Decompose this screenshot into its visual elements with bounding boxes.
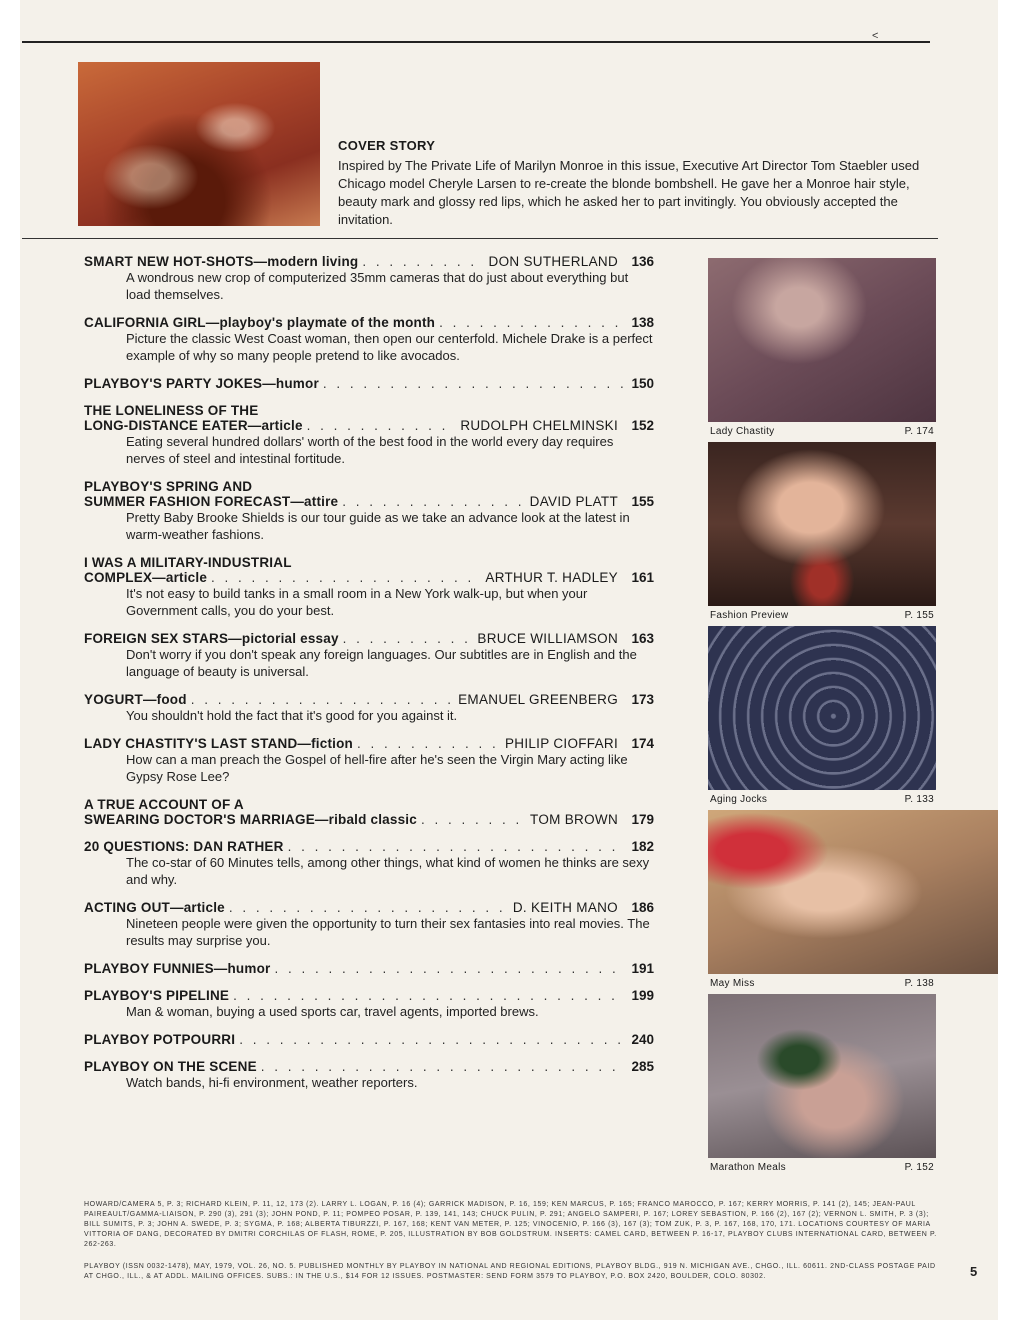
- toc-entry[interactable]: [84, 988, 654, 1020]
- entry-description: Eating several hundred dollars' worth of the best food in the world every day requires nerves of steel and intestinal fortitude.: [126, 434, 614, 466]
- entry-page: 174: [631, 736, 654, 751]
- leader-dots: [362, 254, 484, 269]
- caption-label: Lady Chastity: [710, 426, 775, 437]
- toc-entry[interactable]: [84, 254, 654, 303]
- entry-description: Watch bands, hi-fi environment, weather reporters.: [126, 1075, 418, 1090]
- entry-author: BRUCE WILLIAMSON: [477, 631, 618, 646]
- entry-description: Picture the classic West Coast woman, then open our centerfold. Michele Drake is a perfect example of why so many people pretend to like avocados.: [126, 331, 653, 363]
- toc-entry[interactable]: [84, 376, 654, 391]
- toc-entry[interactable]: [84, 315, 654, 364]
- toc-entry[interactable]: [84, 403, 654, 467]
- caption-page: P. 138: [904, 978, 934, 989]
- entry-title: LONG-DISTANCE EATER—article: [84, 418, 303, 433]
- thumbnail-caption: [708, 1162, 936, 1173]
- leader-dots: [323, 376, 624, 391]
- leader-dots: [211, 570, 481, 585]
- caption-label: Aging Jocks: [710, 794, 768, 805]
- entry-title: LADY CHASTITY'S LAST STAND—fiction: [84, 736, 354, 751]
- entry-title-line1: A TRUE ACCOUNT OF A: [84, 797, 244, 812]
- magazine-page: [20, 0, 998, 1320]
- entry-title: PLAYBOY ON THE SCENE: [84, 1059, 257, 1074]
- toc-entry[interactable]: [84, 1059, 654, 1091]
- thumbnail-caption: [708, 978, 936, 989]
- cover-photo: [78, 62, 320, 226]
- thumbnail-caption: [708, 426, 936, 437]
- entry-title-line1: PLAYBOY'S SPRING AND: [84, 479, 253, 494]
- entry-title: FOREIGN SEX STARS—pictorial essay: [84, 631, 339, 646]
- corner-mark: <: [872, 30, 879, 42]
- entry-author: EMANUEL GREENBERG: [458, 692, 618, 707]
- entry-description: The co-star of 60 Minutes tells, among other things, what kind of women he thinks are sexy and why.: [126, 855, 650, 887]
- leader-dots: [439, 315, 624, 330]
- photo-sidebar: [708, 258, 936, 1178]
- entry-author: D. KEITH MANO: [512, 900, 618, 915]
- caption-page: P. 174: [904, 426, 934, 437]
- thumbnail-marathon-meals[interactable]: [708, 994, 936, 1158]
- entry-title: SUMMER FASHION FORECAST—attire: [84, 494, 339, 509]
- leader-dots: [342, 494, 525, 509]
- entry-title: 20 QUESTIONS: DAN RATHER: [84, 839, 284, 854]
- entry-page: 163: [631, 631, 654, 646]
- entry-title: SWEARING DOCTOR'S MARRIAGE—ribald classic: [84, 812, 417, 827]
- entry-author: ARTHUR T. HADLEY: [485, 570, 618, 585]
- thumbnail-fashion-preview[interactable]: [708, 442, 936, 606]
- thumbnail-may-miss[interactable]: [708, 810, 998, 974]
- leader-dots: [421, 812, 526, 827]
- toc-entry[interactable]: [84, 839, 654, 888]
- entry-page: 182: [631, 839, 654, 854]
- leader-dots: [229, 900, 509, 915]
- entry-title: CALIFORNIA GIRL—playboy's playmate of the month: [84, 315, 436, 330]
- entry-page: 155: [631, 494, 654, 509]
- caption-page: P. 152: [904, 1162, 934, 1173]
- leader-dots: [233, 988, 624, 1003]
- cover-story-text: Inspired by The Private Life of Marilyn Monroe in this issue, Executive Art Director Tom Staebler used Chicago model Cheryle Larsen to re-create the blonde bombshell. He gave her a Monroe hair style, beauty mark and glossy red lips, which he asked her to part invitingly. You obviously accepted the invitation.: [338, 158, 920, 227]
- leader-dots: [343, 631, 474, 646]
- entry-author: PHILIP CIOFFARI: [504, 736, 618, 751]
- entry-title-line1: I WAS A MILITARY-INDUSTRIAL: [84, 555, 292, 570]
- entry-page: 285: [631, 1059, 654, 1074]
- entry-title: COMPLEX—article: [84, 570, 208, 585]
- caption-page: P. 133: [904, 794, 934, 805]
- entry-author: DON SUTHERLAND: [488, 254, 618, 269]
- entry-author: DAVID PLATT: [529, 494, 618, 509]
- entry-title: PLAYBOY FUNNIES—humor: [84, 961, 271, 976]
- leader-dots: [288, 839, 624, 854]
- caption-label: Fashion Preview: [710, 610, 789, 621]
- toc-entry[interactable]: [84, 961, 654, 976]
- entry-author: TOM BROWN: [530, 812, 618, 827]
- toc-entry[interactable]: [84, 631, 654, 680]
- entry-description: How can a man preach the Gospel of hell-fire after he's seen the Virgin Mary acting like Gypsy Rose Lee?: [126, 752, 628, 784]
- leader-dots: [191, 692, 454, 707]
- section-rule: [22, 238, 938, 239]
- entry-page: 186: [631, 900, 654, 915]
- photo-credits: HOWARD/CAMERA 5, P. 3; RICHARD KLEIN, P. 11, 12, 173 (2). LARRY L. LOGAN, P. 16 (4); GARRICK MADISON, P. 16, 159; KEN MARCUS, P. 165; FRANCO MAROCCO, P. 167; KERRY MORRIS, P. 141 (2), 145; JEAN-PAUL PAIREAULT/GAMMA-LIAISON, P. 290 (3), 291 (3); JOHN POND, P. 11; POMPEO POSAR, P. 139, 141, 143; CHUCK PULIN, P. 291; ANGELO SAMPERI, P. 167; LOREY SEBASTION, P. 166 (2), 167 (2); VERNON L. SMITH, P. 3 (3); BILL SUMITS, P. 3; JOHN A. SWEDE, P. 3; SYGMA, P. 168; ALBERTA TIBURZZI, P. 167, 168; KENT VAN METER, P. 125; VINOCENIO, P. 166 (3), 167 (3); TOM ZUK, P. 3, P. 167, 168, 170, 171. LOCATIONS COURTESY OF MARIA VITTORIA OF DANG, DECORATED BY DMITRI CORCHILAS OF FLASH, ROME, P. 205, ILLUSTRATION BY BOB GOLDSTRUM. INSERTS: CAMEL CARD, BETWEEN P. 16-17, PLAYBOY CLUBS INTERNATIONAL CARD, BETWEEN P. 262-263.: [84, 1201, 937, 1248]
- cover-story-heading: COVER STORY: [338, 138, 436, 153]
- caption-label: Marathon Meals: [710, 1162, 786, 1173]
- toc-entry[interactable]: [84, 900, 654, 949]
- entry-page: 136: [631, 254, 654, 269]
- entry-title: ACTING OUT—article: [84, 900, 225, 915]
- cover-story: [338, 138, 936, 229]
- entry-description: You shouldn't hold the fact that it's good for you against it.: [126, 708, 458, 723]
- toc-entry[interactable]: [84, 736, 654, 785]
- entry-page: 191: [631, 961, 654, 976]
- entry-page: 179: [631, 812, 654, 827]
- toc-entry[interactable]: [84, 797, 654, 827]
- leader-dots: [357, 736, 501, 751]
- entry-description: A wondrous new crop of computerized 35mm cameras that do just about everything but load themselves.: [126, 270, 629, 302]
- top-rule: [22, 41, 930, 43]
- entry-page: 161: [631, 570, 654, 585]
- entry-author: RUDOLPH CHELMINSKI: [460, 418, 618, 433]
- leader-dots: [307, 418, 457, 433]
- entry-page: 199: [631, 988, 654, 1003]
- thumbnail-caption: [708, 794, 936, 805]
- thumbnail-lady-chastity[interactable]: [708, 258, 936, 422]
- entry-page: 173: [631, 692, 654, 707]
- leader-dots: [239, 1032, 624, 1047]
- caption-page: P. 155: [904, 610, 934, 621]
- entry-description: Don't worry if you don't speak any foreign languages. Our subtitles are in English and the language of beauty is universal.: [126, 647, 637, 679]
- entry-description: It's not easy to build tanks in a small room in a New York walk-up, but when your Government calls, you do your best.: [126, 586, 588, 618]
- thumbnail-caption: [708, 610, 936, 621]
- entry-title: SMART NEW HOT-SHOTS—modern living: [84, 254, 359, 269]
- page-number: 5: [970, 1264, 978, 1279]
- caption-label: May Miss: [710, 978, 755, 989]
- entry-page: 152: [631, 418, 654, 433]
- publication-statement: PLAYBOY (ISSN 0032-1478), MAY, 1979, VOL. 26, NO. 5. PUBLISHED MONTHLY BY PLAYBOY IN NATIONAL AND REGIONAL EDITIONS, PLAYBOY BLDG., 919 N. MICHIGAN AVE., CHGO., ILL. 60611. 2ND-CLASS POSTAGE PAID AT CHGO., ILL., & AT ADDL. MAILING OFFICES. SUBS.: IN THE U.S., $14 FOR 12 ISSUES. POSTMASTER: SEND FORM 3579 TO PLAYBOY, P.O. BOX 2420, BOULDER, COLO. 80302.: [84, 1263, 936, 1280]
- leader-dots: [274, 961, 624, 976]
- entry-title: PLAYBOY POTPOURRI: [84, 1032, 236, 1047]
- entry-title: PLAYBOY'S PARTY JOKES—humor: [84, 376, 319, 391]
- toc-entry[interactable]: [84, 479, 654, 543]
- entry-title: PLAYBOY'S PIPELINE: [84, 988, 230, 1003]
- entry-description: Nineteen people were given the opportunity to turn their sex fantasies into real movies. The results may surprise you.: [126, 916, 650, 948]
- thumbnail-aging-jocks[interactable]: [708, 626, 936, 790]
- leader-dots: [261, 1059, 624, 1074]
- entry-title: YOGURT—food: [84, 692, 187, 707]
- entry-page: 240: [631, 1032, 654, 1047]
- toc-entry[interactable]: [84, 1032, 654, 1047]
- toc-entry[interactable]: [84, 692, 654, 724]
- entry-page: 138: [631, 315, 654, 330]
- entry-title-line1: THE LONELINESS OF THE: [84, 403, 259, 418]
- toc-entry[interactable]: [84, 555, 654, 619]
- entry-page: 150: [631, 376, 654, 391]
- entry-description: Man & woman, buying a used sports car, travel agents, imported brews.: [126, 1004, 539, 1019]
- table-of-contents: [84, 254, 654, 1103]
- entry-description: Pretty Baby Brooke Shields is our tour guide as we take an advance look at the latest in warm-weather fashions.: [126, 510, 630, 542]
